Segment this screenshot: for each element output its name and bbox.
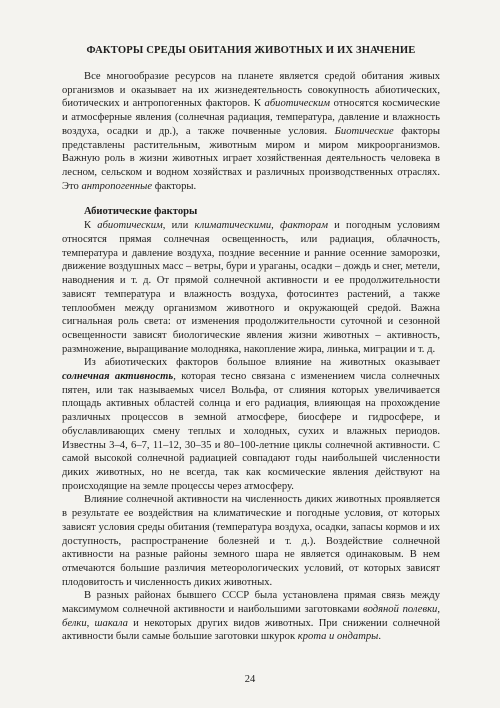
text-run: , или: [162, 220, 195, 232]
text-run: факторы.: [152, 180, 197, 192]
italic-term: крота и ондатры: [297, 631, 379, 643]
text-run: и некоторых других видов животных. При снижении солнечной активности были самые большие заготовки шкурок: [62, 617, 441, 643]
text-run: К: [84, 220, 98, 232]
text-run: .: [378, 631, 381, 643]
text-run: факторы представлены растительным, животным миром и миром микроорганизмов. Важную роль в жизни животных играет хозяйственная деятельность человека в лесном, сельском и водном хозяйствах и различных производственных отраслях. Это: [62, 125, 440, 192]
section-gap: [62, 193, 440, 203]
body-paragraph: Влияние солнечной активности на численность диких животных проявляется в результате ее воздействия на климатические и погодные условия, от которых зависят условия среды обитания (температура воздуха, осадки, запасы кормов и их доступность, распространение болезней и т. д.). Воздействие солнечной активности на разные районы земного шара не является одинаковым. В нем отмечаются большие различия метеорологических условий, от которых зависят плодовитость и численность диких животных.: [62, 494, 440, 588]
page-number: 24: [244, 674, 256, 685]
body-paragraph: [62, 589, 440, 644]
italic-term: абиотическим: [264, 98, 331, 110]
text-run: В разных районах бывшего СССР была установлена прямая связь между максимумом солнечной активности и наибольшими заготовками: [62, 590, 440, 616]
text-run: Все многообразие ресурсов на планете является средой обитания живых организмов и оказывает на их жизнедеятельность совокупность абиотических, биотических и антропогенных факторов. К: [62, 71, 440, 110]
italic-term: водяной полевки, белки, шакала: [62, 604, 440, 629]
italic-term: антропогенные: [81, 180, 153, 192]
intro-paragraph: [62, 70, 440, 193]
text-run: , которая тесно связана с изменением числа солнечных пятен, или так называемых чисел Вольфа, от слияния которых увеличивается площадь активных областей солнца и его радиация, влияющая на прохождение различных процессов в земной атмосфере, биосфере и гидросфере, и обуславливающих смену теплых и холодных, сухих и влажных периодов. Известны 3–4, 6–7, 11–12, 30–35 и 80–100-летние циклы солнечной активности. С самой высокой солнечной радиацией совпадают годы наибольшей численности диких животных, но не всегда, так как космические явления действуют на происходящие на земле процессы через атмосферу.: [62, 371, 440, 492]
text-run: и погодным условиям относятся прямая солнечная освещенность, или радиация, облачность, температура и давление воздуха, поздние весенние и ранние осенние заморозки, движение воздушных масс – ветры, бури и ураганы, осадки – дождь и снег, метели, наводнения и т. д. От прямой солнечной активности и ее продолжительности зависят температура и влажность воздуха, фотосинтез растений, а также теплообмен между организмом животного и окружающей средой. Важна сигнальная роль света: от изменения продолжительности суточной и сезонной освещенности зависят биологические явления жизни животных – активность, размножение, выращивание молодняка, накопление жира, линька, миграции и т. д.: [62, 220, 441, 355]
italic-term: Биотические: [334, 125, 394, 137]
section-heading: Абиотические факторы: [84, 206, 198, 218]
text-run: Из абиотических факторов большое влияние на животных оказывает: [84, 357, 440, 369]
text-run: относятся космические и атмосферные явления (солнечная радиация, температура, давление и влажность воздуха, осадки и др.), а также почвенные условия.: [62, 98, 440, 137]
bold-italic-term: солнечная активность: [62, 371, 174, 383]
body-paragraph: [62, 356, 440, 493]
italic-term: климатическими, факторам: [194, 220, 328, 232]
body-paragraph: [62, 219, 440, 356]
document-title: ФАКТОРЫ СРЕДЫ ОБИТАНИЯ ЖИВОТНЫХ И ИХ ЗНАЧЕНИЕ: [86, 45, 416, 56]
italic-term: абиотическим: [97, 220, 163, 232]
